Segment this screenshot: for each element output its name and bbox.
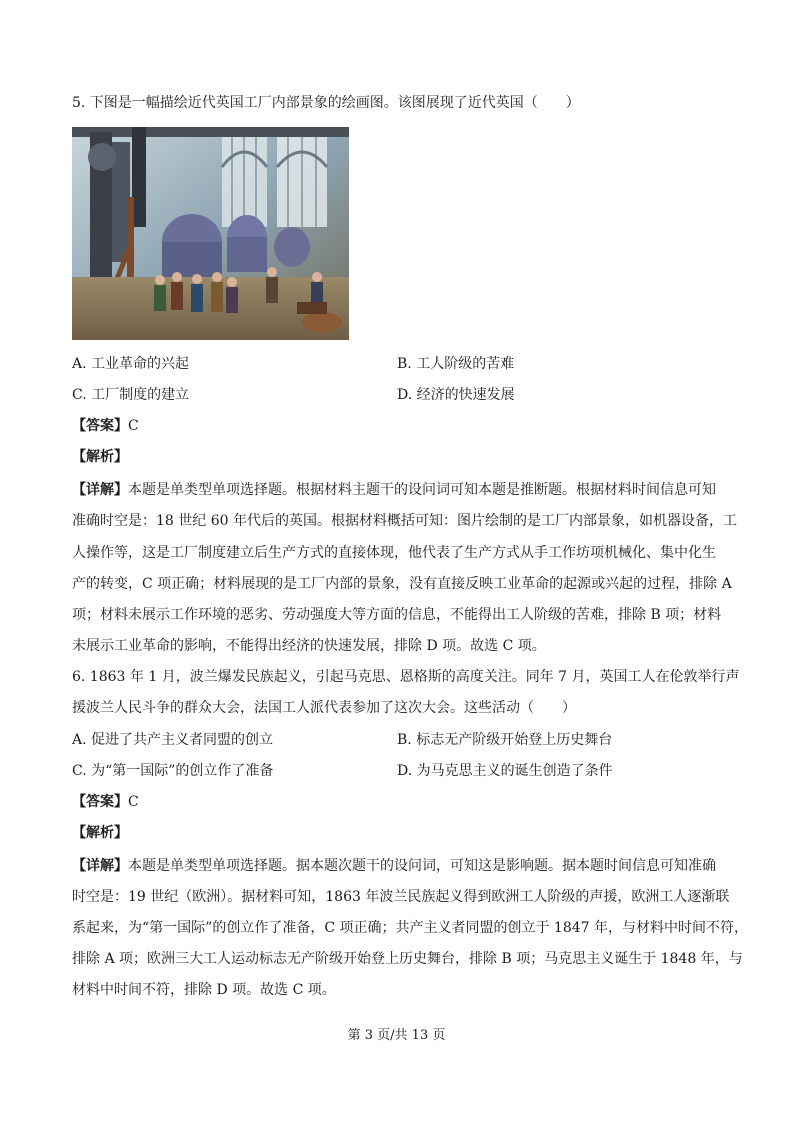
- q5-option-b: B. 工人阶级的苦难: [397, 356, 515, 372]
- q5-detail-line-1: 【详解】本题是单类型单项选择题。根据材料主题干的设问词可知本题是推断题。根据材料时间信息可知: [72, 482, 716, 498]
- q5-option-c: C. 工厂制度的建立: [72, 387, 190, 403]
- q5-answer-tag: 【答案】: [72, 418, 128, 434]
- q6-answer-value: C: [128, 794, 139, 810]
- q6-detail-line-1: 【详解】本题是单类型单项选择题。据本题次题干的设问词，可知这是影响题。据本题时间信息可知准确: [72, 858, 716, 874]
- factory-painting-image: [72, 127, 349, 340]
- q6-answer-tag: 【答案】: [72, 794, 128, 810]
- q6-detail-line-5: 材料中时间不符，排除 D 项。故选 C 项。: [72, 982, 336, 998]
- q5-option-d: D. 经济的快速发展: [397, 387, 515, 403]
- q6-option-b: B. 标志无产阶级开始登上历史舞台: [397, 732, 613, 748]
- q5-detail-line-2: 准确时空是：18 世纪 60 年代后的英国。根据材料概括可知：图片绘制的是工厂内部景象，如机器设备，工: [72, 513, 737, 529]
- q5-detail-line-5: 项；材料未展示工作环境的恶劣、劳动强度大等方面的信息，不能得出工人阶级的苦难，排除 B 项；材料: [72, 607, 722, 623]
- q5-answer-row: [72, 416, 724, 436]
- q5-detail-line-6: 未展示工业革命的影响，不能得出经济的快速发展，排除 D 项。故选 C 项。: [72, 638, 546, 654]
- q6-analysis-tag-row: [72, 823, 724, 843]
- q5-answer-value: C: [128, 418, 139, 434]
- q6-detail-tag: 【详解】: [72, 858, 128, 874]
- q6-detail-line-2: 时空是：19 世纪（欧洲）。据材料可知，1863 年波兰民族起义得到欧洲工人阶级的声援，欧洲工人逐渐联: [72, 889, 730, 905]
- q6-stem-line-1: 6. 1863 年 1 月，波兰爆发民族起义，引起马克思、恩格斯的高度关注。同年 7 月，英国工人在伦敦举行声: [72, 669, 740, 685]
- q6-option-c: C. 为“第一国际”的创立作了准备: [72, 763, 274, 779]
- q5-detail-line-3: 人操作等，这是工厂制度建立后生产方式的直接体现，他代表了生产方式从手工作坊项机械化、集中化生: [72, 545, 716, 561]
- q6-detail-line-3: 系起来，为“第一国际”的创立作了准备，C 项正确；共产主义者同盟的创立于 1847 年，与材料中时间不符，: [72, 920, 749, 936]
- q5-analysis-tag: 【解析】: [72, 449, 128, 465]
- q5-detail-line-4: 产的转变，C 项正确；材料展现的是工厂内部的景象，没有直接反映工业革命的起源或兴起的过程，排除 A: [72, 576, 732, 592]
- q6-answer-row: [72, 792, 724, 812]
- q6-detail-line-4: 排除 A 项；欧洲三大工人运动标志无产阶级开始登上历史舞台，排除 B 项；马克思主义诞生于 1848 年，与: [72, 951, 743, 967]
- q5-detail-tag: 【详解】: [72, 482, 128, 498]
- q5-option-a: A. 工业革命的兴起: [72, 356, 190, 372]
- q6-option-a: A. 促进了共产主义者同盟的创立: [72, 732, 274, 748]
- q5-stem: 5. 下图是一幅描绘近代英国工厂内部景象的绘画图。该图展现了近代英国（ ）: [72, 95, 580, 111]
- q6-option-d: D. 为马克思主义的诞生创造了条件: [397, 763, 613, 779]
- q5-analysis-tag-row: [72, 447, 724, 467]
- page-footer: 第 3 页/共 13 页: [347, 1028, 446, 1043]
- q6-stem-line-2: 援波兰人民斗争的群众大会，法国工人派代表参加了这次大会。这些活动（ ）: [72, 700, 576, 716]
- q6-analysis-tag: 【解析】: [72, 825, 128, 841]
